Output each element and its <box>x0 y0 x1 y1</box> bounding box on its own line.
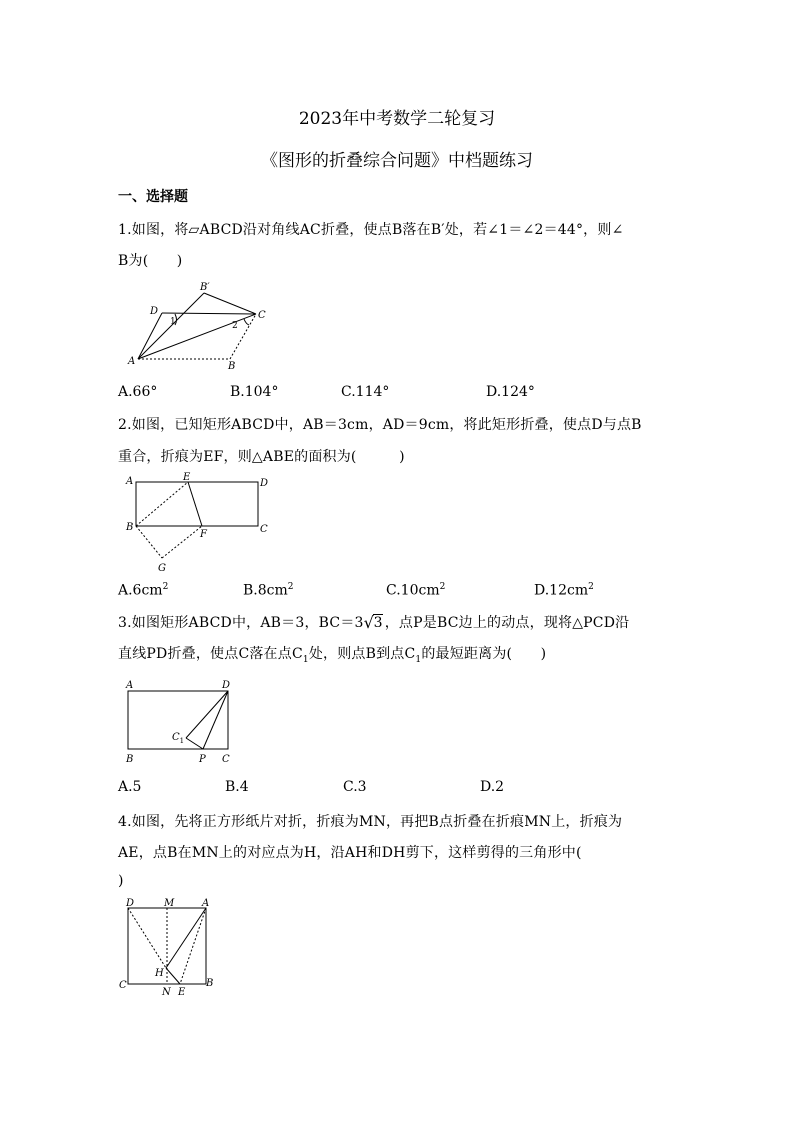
q2-label-D: D <box>260 478 269 489</box>
sqrt-symbol: √ 3 <box>363 613 383 632</box>
section-heading: 一、选择题 <box>118 189 188 205</box>
q3-segment-C1P <box>186 738 203 749</box>
q3-label-A: A <box>126 680 134 691</box>
q4-text-line3: ) <box>118 873 124 889</box>
q4-label-N: N <box>162 987 171 998</box>
q2-dashed-BG <box>136 526 162 558</box>
q3-segment-DC1 <box>186 691 228 738</box>
q4-text-line2: AE，点B在MN上的对应点为H，沿AH和DH剪下，这样剪得的三角形中( <box>118 845 582 861</box>
q2-figure <box>120 472 270 574</box>
q2-label-G: G <box>158 563 166 574</box>
q4-segment-HE <box>166 968 180 984</box>
q2-option-b: $B.8cm^2$ <box>243 582 294 599</box>
q2-rectangle <box>136 482 258 526</box>
q4-segment-HA <box>166 908 206 968</box>
q3-option-c: C.3 <box>343 779 367 795</box>
q1-option-d: D.124° <box>486 384 535 400</box>
q2-option-a: $A.6cm^2$ <box>118 582 169 599</box>
q1-label-D: D <box>150 306 159 317</box>
q4-dashed-AE <box>180 908 206 984</box>
q4-label-M: M <box>164 898 175 909</box>
q3-label-D: D <box>222 680 231 691</box>
q1-label-1: 1 <box>170 317 176 327</box>
q1-option-c: C.114° <box>341 384 390 400</box>
q2-label-E: E <box>183 472 191 483</box>
q2-option-d: $D.12cm^2$ <box>534 582 594 599</box>
q4-label-H: H <box>155 968 164 979</box>
q1-option-a: A.66° <box>118 384 158 400</box>
q3-label-B: B <box>126 754 134 765</box>
q3-label-C1: $C_1$ <box>172 732 185 745</box>
q4-figure <box>118 898 218 998</box>
q1-text-line2: B为( ) <box>118 253 183 269</box>
q3-option-d: D.2 <box>480 779 505 795</box>
q1-figure <box>120 278 280 370</box>
q2-option-c: $C.10cm^2$ <box>386 582 446 599</box>
q1-text-line1: 1.如图，将▱ABCD沿对角线AC折叠，使点B落在B′处，若∠1＝∠2＝44°，则∠ <box>118 222 624 238</box>
q3-text-line2: 直线PD折叠，使点C落在点$C_1$处，则点B到点$C_1$的最短距离为( ) <box>118 646 547 665</box>
q4-label-A: A <box>202 898 210 909</box>
q1-diagonal-AC <box>138 314 256 359</box>
q4-label-B: B <box>206 978 214 989</box>
q2-text-line1: 2.如图，已知矩形ABCD中，AB＝3cm，AD＝9cm，将此矩形折叠，使点D与点B <box>118 417 642 433</box>
q2-label-F: F <box>200 529 207 540</box>
q3-figure <box>120 676 250 766</box>
q1-edge-B1C <box>204 293 256 314</box>
q2-label-A: A <box>126 476 134 487</box>
q1-edge-AD <box>138 313 162 359</box>
q2-text-line2: 重合，折痕为EF，则△ABE的面积为( ) <box>118 449 405 465</box>
q3-text-line1: 3.如图矩形ABCD中，AB＝3，BC＝3 √ 3 ，点P是BC边上的动点，现将△PCD沿 <box>118 613 630 632</box>
q1-label-C: C <box>258 310 266 321</box>
q1-label-B: B <box>228 361 236 372</box>
q4-text-line1: 4.如图，先将正方形纸片对折，折痕为MN，再把B点折叠在折痕MN上，折痕为 <box>118 814 623 830</box>
q2-label-C: C <box>260 524 268 535</box>
q3-option-a: A.5 <box>118 779 142 795</box>
q1-angle2-arc <box>244 319 249 325</box>
q1-label-B1: B′ <box>200 282 210 293</box>
q3-option-b: B.4 <box>225 779 249 795</box>
q3-segment-PD <box>203 691 228 749</box>
doc-title: 2023年中考数学二轮复习 <box>298 109 496 129</box>
q2-dashed-BE <box>136 482 188 526</box>
q2-dashed-GF <box>162 526 202 558</box>
q3-label-C: C <box>222 754 230 765</box>
q1-label-2: 2 <box>232 321 238 331</box>
q4-dashed-DH <box>128 908 166 968</box>
q4-label-E: E <box>178 987 186 998</box>
q3-label-P: P <box>199 754 206 765</box>
q2-label-B: B <box>126 522 134 533</box>
q1-option-b: B.104° <box>230 384 279 400</box>
q1-edge-DC <box>162 313 256 314</box>
q2-crease-EF <box>188 482 202 526</box>
q4-label-D: D <box>126 898 135 909</box>
doc-subtitle: 《图形的折叠综合问题》中档题练习 <box>261 151 533 171</box>
q4-label-C: C <box>119 980 127 991</box>
q1-label-A: A <box>128 356 136 367</box>
